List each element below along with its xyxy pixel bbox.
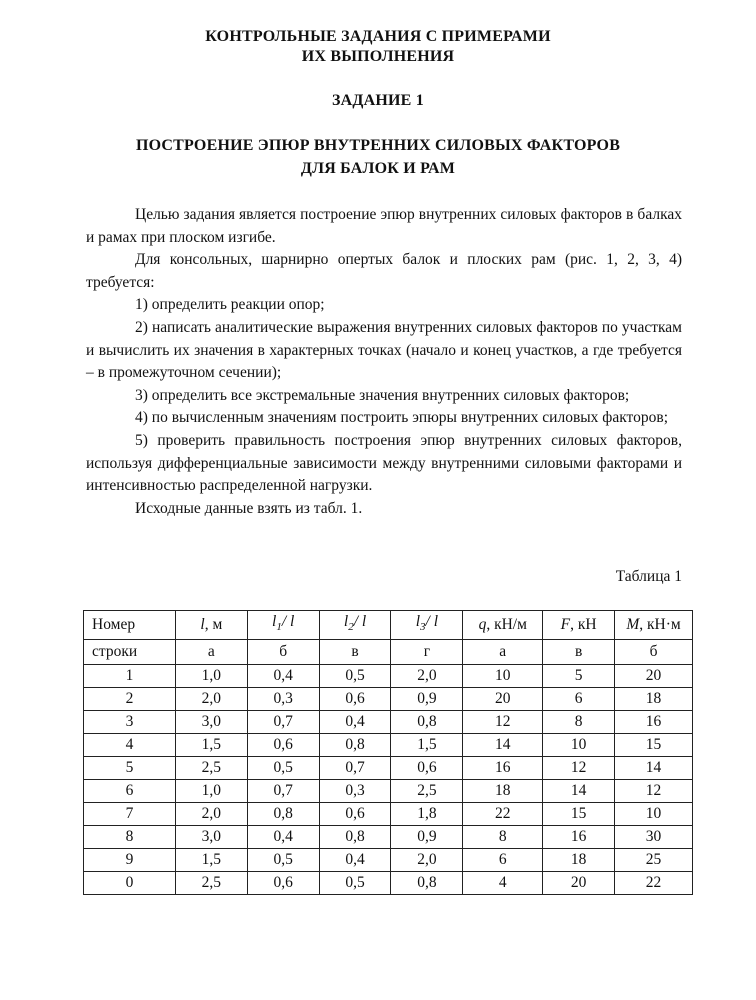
row-number-cell: 7 [84, 803, 176, 826]
col-header-l1 [247, 611, 319, 640]
table-cell: 30 [615, 826, 693, 849]
table-cell: 0,9 [391, 826, 463, 849]
task-heading: ЗАДАНИЕ 1 [332, 92, 424, 109]
table-cell: 15 [543, 803, 615, 826]
col-unit: , кН [570, 616, 597, 633]
col-header-l [175, 611, 247, 640]
table-cell: 14 [543, 780, 615, 803]
table-cell: 16 [543, 826, 615, 849]
col-letter: а [175, 640, 247, 665]
doc-title-line1: КОНТРОЛЬНЫЕ ЗАДАНИЯ С ПРИМЕРАМИ [205, 28, 551, 45]
table-cell: 20 [463, 688, 543, 711]
table-cell: 12 [615, 780, 693, 803]
col-symbol: q [478, 616, 487, 633]
table-cell: 3,0 [175, 711, 247, 734]
col-letter: в [543, 640, 615, 665]
row-number-cell: 8 [84, 826, 176, 849]
table-cell: 0,8 [319, 826, 391, 849]
table-cell: 0,5 [247, 757, 319, 780]
col-symbol: $l_3/$ l [415, 613, 439, 634]
table-cell: 2,0 [175, 803, 247, 826]
col-letter: б [615, 640, 693, 665]
table-cell: 1,5 [175, 734, 247, 757]
table-cell: 1,0 [175, 665, 247, 688]
col-symbol: $l_1/$ l [272, 613, 295, 634]
table-cell: 0,5 [319, 872, 391, 895]
col-unit: , кН/м [486, 616, 527, 633]
row-number-cell: 4 [84, 734, 176, 757]
table-cell: 0,6 [319, 688, 391, 711]
table-cell: 0,8 [319, 734, 391, 757]
table-cell: 0,6 [319, 803, 391, 826]
task-subject-line2: ДЛЯ БАЛОК И РАМ [300, 160, 456, 177]
table-letter-row [84, 640, 693, 665]
row-number-cell: 6 [84, 780, 176, 803]
doc-title-line2: ИХ ВЫПОЛНЕНИЯ [301, 48, 455, 65]
table-cell: 2,5 [175, 757, 247, 780]
table-cell: 0,5 [319, 665, 391, 688]
table-cell: 0,8 [391, 711, 463, 734]
col-header-f [543, 611, 615, 640]
table-row [84, 711, 693, 734]
table-cell: 1,8 [391, 803, 463, 826]
table-cell: 2,5 [391, 780, 463, 803]
table-cell: 5 [543, 665, 615, 688]
table-row [84, 734, 693, 757]
table-cell: 8 [543, 711, 615, 734]
table-cell: 0,4 [247, 665, 319, 688]
paragraph: 3) определить все экстремальные значения внутренних силовых факторов; [135, 386, 630, 404]
table-row [84, 849, 693, 872]
row-number-cell: 5 [84, 757, 176, 780]
row-label-header: Номер [84, 611, 176, 640]
row-number-cell: 1 [84, 665, 176, 688]
table-cell: 14 [615, 757, 693, 780]
row-number-cell: 3 [84, 711, 176, 734]
table-cell: 6 [463, 849, 543, 872]
table-cell: 10 [463, 665, 543, 688]
table-row [84, 826, 693, 849]
paragraph: 4) по вычисленным значениям построить эпюры внутренних силовых факторов; [135, 409, 668, 427]
table-cell: 6 [543, 688, 615, 711]
table-cell: 18 [463, 780, 543, 803]
table-row [84, 757, 693, 780]
table-row [84, 803, 693, 826]
table-cell: 1,0 [175, 780, 247, 803]
table-cell: 3,0 [175, 826, 247, 849]
table-cell: 0,4 [319, 711, 391, 734]
col-letter: в [319, 640, 391, 665]
table-cell: 15 [615, 734, 693, 757]
table-cell: 8 [463, 826, 543, 849]
col-symbol: M [626, 616, 640, 633]
table-cell: 0,7 [247, 711, 319, 734]
table-cell: 0,6 [391, 757, 463, 780]
table-row [84, 872, 693, 895]
table-row [84, 665, 693, 688]
table-cell: 22 [463, 803, 543, 826]
table-cell: 2,0 [175, 688, 247, 711]
table-header-row [84, 611, 693, 640]
table-cell: 16 [463, 757, 543, 780]
col-symbol: l [200, 616, 205, 633]
table-cell: 2,0 [391, 665, 463, 688]
table-cell: 1,5 [391, 734, 463, 757]
col-header-l3 [391, 611, 463, 640]
table-cell: 16 [615, 711, 693, 734]
col-header-m [615, 611, 693, 640]
col-letter: а [463, 640, 543, 665]
col-symbol: $l_2/$ l [343, 613, 367, 634]
table-cell: 0,3 [319, 780, 391, 803]
row-number-cell: 2 [84, 688, 176, 711]
table-cell: 1,5 [175, 849, 247, 872]
table-cell: 4 [463, 872, 543, 895]
table-cell: 25 [615, 849, 693, 872]
data-table [83, 610, 693, 895]
table-cell: 2,5 [175, 872, 247, 895]
table-cell: 18 [543, 849, 615, 872]
row-number-cell: 9 [84, 849, 176, 872]
body-text [86, 204, 682, 520]
table-cell: 18 [615, 688, 693, 711]
table-cell: 14 [463, 734, 543, 757]
col-letter: б [247, 640, 319, 665]
paragraph: Для консольных, шарнирно опертых балок и плоских рам (рис. 1, 2, 3, 4) требуется: [86, 251, 682, 291]
col-unit: , м [204, 616, 223, 633]
task-subject-line1: ПОСТРОЕНИЕ ЭПЮР ВНУТРЕННИХ СИЛОВЫХ ФАКТОРОВ [135, 137, 621, 154]
paragraph: 2) написать аналитические выражения внутренних силовых факторов по участкам и вычислить их значения в характерных точках (начало и конец участков, а где требуется – в промежуточном сечении); [86, 318, 682, 382]
table-cell: 0,3 [247, 688, 319, 711]
table-cell: 0,7 [247, 780, 319, 803]
col-letter: г [391, 640, 463, 665]
table-cell: 0,4 [247, 826, 319, 849]
table-caption: Таблица 1 [615, 568, 682, 585]
table-cell: 22 [615, 872, 693, 895]
table-cell: 0,5 [247, 849, 319, 872]
table-cell: 12 [543, 757, 615, 780]
row-label-header-2: строки [84, 640, 176, 665]
col-header-q [463, 611, 543, 640]
table-cell: 0,8 [391, 872, 463, 895]
table-row [84, 780, 693, 803]
table-cell: 10 [615, 803, 693, 826]
paragraph: Целью задания является построение эпюр внутренних силовых факторов в балках и рамах при плоском изгибе. [86, 206, 682, 246]
table-cell: 20 [543, 872, 615, 895]
table-cell: 20 [615, 665, 693, 688]
table-cell: 0,7 [319, 757, 391, 780]
row-number-cell: 0 [84, 872, 176, 895]
table-row [84, 688, 693, 711]
table-cell: 10 [543, 734, 615, 757]
paragraph: 5) проверить правильность построения эпюр внутренних силовых факторов, используя дифференциальные зависимости между внутренними силовыми факторами и интенсивностью распределенной нагрузки. [86, 431, 682, 495]
col-symbol: F [560, 616, 571, 633]
table-cell: 0,4 [319, 849, 391, 872]
table-cell: 0,8 [247, 803, 319, 826]
col-unit: , кН·м [639, 616, 681, 633]
paragraph: 1) определить реакции опор; [135, 296, 325, 314]
table-cell: 0,6 [247, 734, 319, 757]
table-cell: 0,6 [247, 872, 319, 895]
table-cell: 0,9 [391, 688, 463, 711]
col-header-l2 [319, 611, 391, 640]
paragraph: Исходные данные взять из табл. 1. [135, 499, 363, 517]
table-cell: 12 [463, 711, 543, 734]
table-cell: 2,0 [391, 849, 463, 872]
